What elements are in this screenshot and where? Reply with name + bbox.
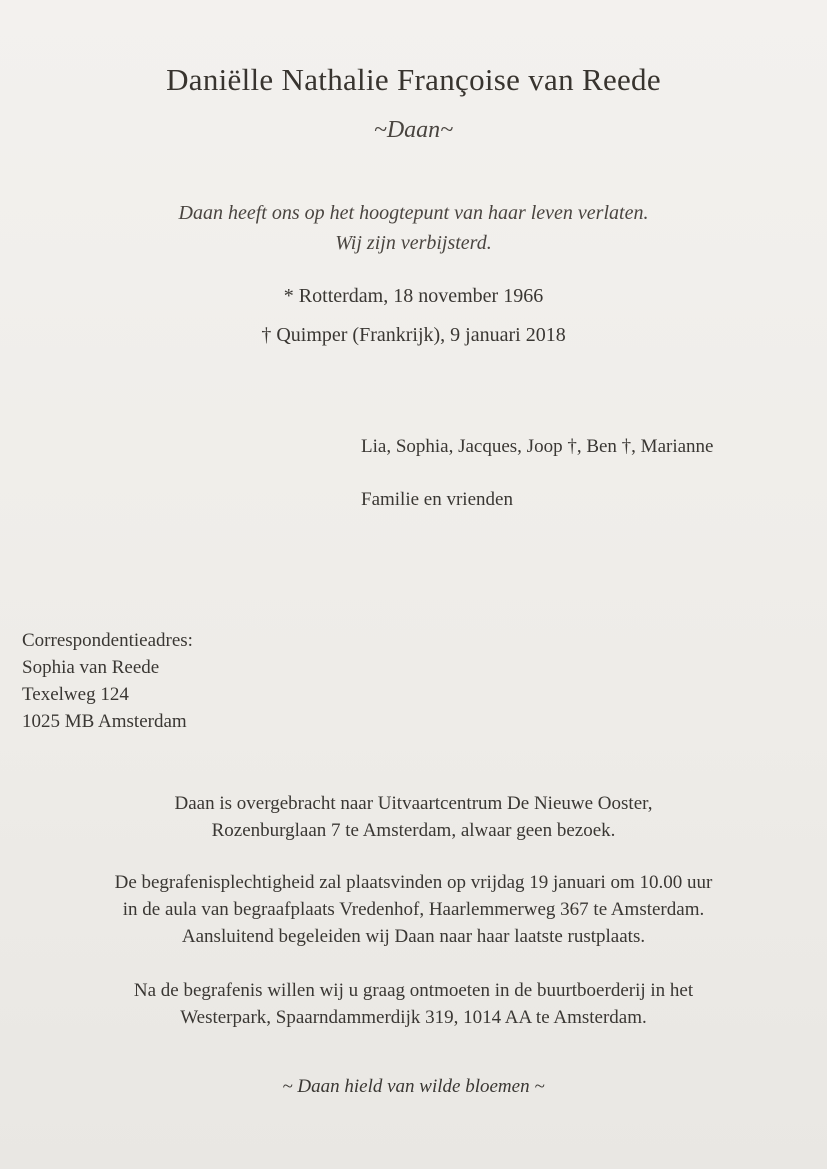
quote-line: Wij zijn verbijsterd.: [335, 232, 492, 254]
paragraph-line: Aansluitend begeleiden wij Daan naar haar laatste rustplaats.: [181, 926, 646, 947]
correspondence-address: [22, 627, 193, 735]
family-names: Lia, Sophia, Jacques, Joop †, Ben †, Marianne: [361, 436, 714, 457]
quote-line: Daan heeft ons op het hoogtepunt van haar leven verlaten.: [178, 202, 649, 224]
paragraph-line: Westerpark, Spaarndammerdijk 319, 1014 AA te Amsterdam.: [180, 1007, 647, 1028]
deceased-name: Daniëlle Nathalie Françoise van Reede: [166, 62, 661, 97]
death-date: † Quimper (Frankrijk), 9 januari 2018: [261, 324, 566, 346]
paragraph-gathering: [0, 977, 827, 1031]
paragraph-line: De begrafenisplechtigheid zal plaatsvinden op vrijdag 19 januari om 10.00 uur: [114, 872, 713, 893]
paragraph-line: Na de begrafenis willen wij u graag ontmoeten in de buurtboerderij in het: [133, 980, 694, 1001]
paragraph-line: Daan is overgebracht naar Uitvaartcentrum De Nieuwe Ooster,: [174, 793, 653, 814]
address-name: Sophia van Reede: [22, 657, 160, 678]
paragraph-line: in de aula van begraafplaats Vredenhof, Haarlemmerweg 367 te Amsterdam.: [122, 899, 705, 920]
address-label: Correspondentieadres:: [22, 630, 193, 651]
address-city: 1025 MB Amsterdam: [22, 711, 187, 732]
closing-line: ~ Daan hield van wilde bloemen ~: [282, 1076, 545, 1097]
birth-date: * Rotterdam, 18 november 1966: [283, 285, 544, 307]
paragraph-line: Rozenburglaan 7 te Amsterdam, alwaar geen bezoek.: [211, 820, 616, 841]
friends-line: Familie en vrienden: [361, 489, 513, 510]
paragraph-transfer: [0, 790, 827, 844]
paragraph-ceremony: [0, 869, 827, 950]
memorial-quote: [0, 198, 827, 258]
nickname: ~Daan~: [373, 117, 454, 143]
address-street: Texelweg 124: [22, 684, 129, 705]
